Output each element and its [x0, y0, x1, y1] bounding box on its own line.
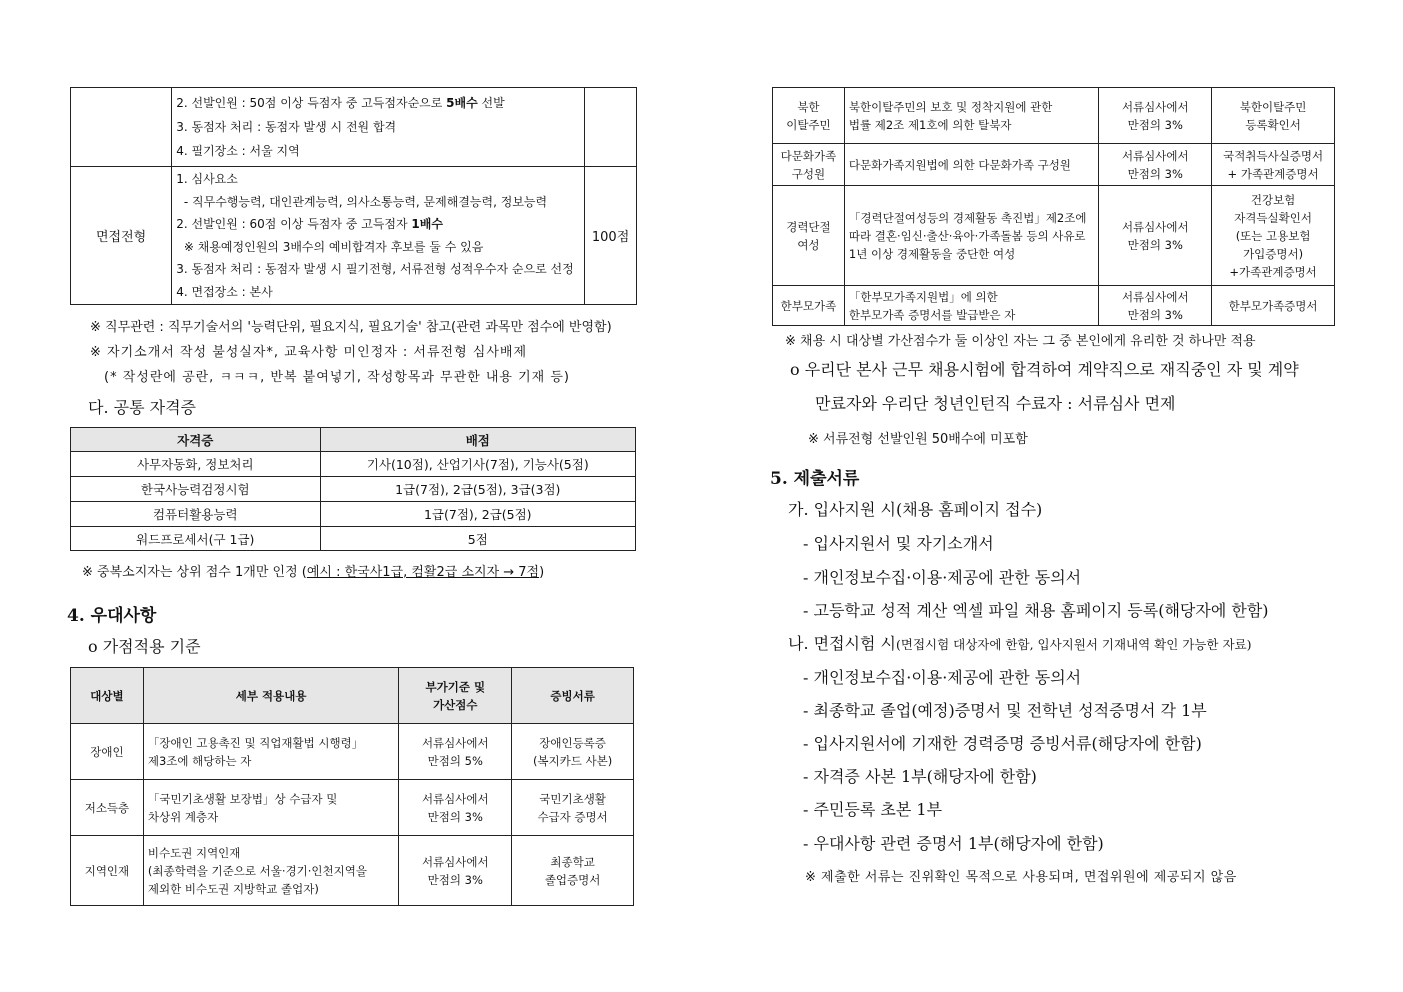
section5-title: 5. 제출서류: [770, 469, 860, 489]
column-header: 부가기준 및 가산점수: [399, 668, 512, 724]
table-row: [71, 836, 634, 906]
sub-b-title: [788, 631, 1252, 654]
detail-text: 2. 선발인원 : 50점 이상 득점자 중 고득점자순으로: [176, 96, 447, 110]
note-example: 예시 : 한국사1급, 컴활2급 소지자 → 7점: [306, 565, 540, 580]
detail-cell: [844, 88, 1099, 144]
detail-cell-line: 「한부모가족지원법」에 의한: [848, 289, 998, 304]
detail-cell-line: 제3조에 해당하는 자: [147, 753, 252, 768]
detail-text: 3. 동점자 처리 : 동점자 발생 시 전원 합격: [176, 120, 397, 134]
table-row: [773, 186, 1335, 286]
target-cell-line: 북한: [797, 99, 820, 114]
score-cell: [1099, 186, 1212, 286]
detail-cell: [143, 724, 399, 780]
detail-cell-line: 제외한 비수도권 지방학교 졸업자): [147, 881, 319, 896]
detail-text: 3. 동점자 처리 : 동점자 발생 시 필기전형, 서류전형 성적우수자 순으로 선정: [176, 262, 574, 276]
document-cell: [1212, 144, 1335, 186]
exempt-line-1: o 우리단 본사 근무 채용시험에 합격하여 계약직으로 재직중인 자 및 계약: [790, 360, 1299, 379]
table-row: [71, 167, 637, 305]
detail-cell: [844, 144, 1099, 186]
target-cell-line: 장애인: [90, 744, 124, 759]
score-cell: [1099, 286, 1212, 326]
detail-line: [176, 281, 580, 304]
cert-duplicate-note: [82, 561, 544, 580]
score-cell-line: 서류심사에서: [1121, 99, 1189, 114]
table-row: [71, 780, 634, 836]
table-row: [773, 88, 1335, 144]
detail-cell-line: (최종학력을 기준으로 서울·경기·인천지역을: [147, 863, 367, 878]
score-cell-line: 서류심사에서: [1121, 219, 1189, 234]
interview-score: 100점: [585, 167, 637, 305]
exempt-line-2: 만료자와 우리단 청년인턴직 수료자 : 서류심사 면제: [815, 394, 1176, 413]
section4-subtitle: o 가점적용 기준: [88, 637, 201, 656]
submission-item: - 고등학교 성적 계산 엑셀 파일 채용 홈페이지 등록(해당자에 한함): [803, 601, 1269, 620]
detail-line: [176, 115, 580, 139]
detail-emphasis: 1배수: [411, 217, 443, 231]
document-cell-line: 북한이탈주민: [1239, 99, 1307, 114]
score-cell-line: 서류심사에서: [421, 791, 489, 806]
detail-text: 2. 선발인원 : 60점 이상 득점자 중 고득점자: [176, 217, 412, 231]
detail-text: 선발: [477, 96, 505, 110]
document-cell-line: 등록확인서: [1245, 117, 1301, 132]
target-cell-line: 구성원: [791, 166, 826, 181]
score-cell: [1099, 88, 1212, 144]
document-cell-line: 자격득실확인서: [1234, 210, 1312, 225]
score-cell-line: 만점의 3%: [1127, 237, 1183, 252]
cert-name: 한국사능력검정시험: [71, 477, 321, 502]
detail-cell: [844, 286, 1099, 326]
detail-cell-line: 「경력단절여성등의 경제활동 촉진법」제2조에: [848, 210, 1087, 225]
target-cell: [773, 186, 845, 286]
detail-cell-line: 따라 결혼·임신·출산·육아·가족돌봄 등의 사유로: [848, 228, 1086, 243]
exempt-note: ※ 서류전형 선발인원 50배수에 미포함: [808, 432, 1028, 447]
written-exam-detail-cell: [172, 88, 585, 167]
detail-text: ※ 채용예정인원의 3배수의 예비합격자 후보를 둘 수 있음: [176, 239, 484, 254]
document-cell: [512, 836, 634, 906]
detail-cell-line: 법률 제2조 제1호에 의한 탈북자: [848, 117, 1012, 132]
column-header: 대상별: [71, 668, 144, 724]
detail-cell: [844, 186, 1099, 286]
table-row: [71, 477, 636, 502]
cert-name: 컴퓨터활용능력: [71, 502, 321, 527]
detail-cell-line: 차상위 계층자: [147, 809, 219, 824]
table-header-row: [71, 428, 636, 452]
document-cell-line: 장애인등록증: [539, 735, 606, 750]
score-cell-line: 서류심사에서: [1121, 289, 1189, 304]
cert-table: [70, 427, 636, 551]
target-cell-line: 저소득층: [84, 800, 130, 815]
target-cell-line: 지역인재: [84, 863, 130, 878]
common-cert-title: 다. 공통 자격증: [88, 398, 196, 417]
table-row: [773, 286, 1335, 326]
note-self-intro-detail: (* 작성란에 공란, ㅋㅋㅋ, 반복 붙여넣기, 작성항목과 무관한 내용 기재 등): [104, 370, 570, 385]
score-cell-line: 만점의 3%: [427, 872, 483, 887]
detail-line: [176, 236, 580, 259]
document-cell-line: +가족관계증명서: [1229, 264, 1317, 279]
cert-name: 워드프로세서(구 1급): [71, 527, 321, 551]
note-prefix: ※ 중복소지자는 상위 점수 1개만 인정 (: [82, 565, 307, 580]
section4-title: 4. 우대사항: [67, 606, 157, 626]
target-cell-line: 여성: [797, 237, 820, 252]
detail-cell-line: 비수도권 지역인재: [147, 845, 241, 860]
detail-cell-line: 「장애인 고용촉진 및 직업재활법 시행령」: [147, 735, 364, 750]
table-header-row: [71, 668, 634, 724]
detail-text: - 직무수행능력, 대인관계능력, 의사소통능력, 문제해결능력, 정보능력: [176, 194, 548, 209]
score-cell-line: 만점의 5%: [427, 753, 483, 768]
detail-text: 1. 심사요소: [176, 172, 238, 186]
sub-b-detail: (면접시험 대상자에 한함, 입사지원서 기재내역 확인 가능한 자료): [896, 637, 1252, 652]
document-cell-line: 가입증명서): [1243, 246, 1304, 261]
document-cell: [1212, 88, 1335, 144]
target-cell-line: 경력단절: [786, 219, 831, 234]
score-cell-line: 만점의 3%: [1127, 307, 1183, 322]
preference-table: [70, 667, 634, 906]
detail-line: [176, 168, 580, 191]
column-header: 자격증: [71, 428, 321, 452]
table-row: [71, 452, 636, 477]
detail-cell-line: 북한이탈주민의 보호 및 정착지원에 관한: [848, 99, 1053, 114]
column-header: 증빙서류: [512, 668, 634, 724]
cert-score: 1급(7점), 2급(5점), 3급(3점): [320, 477, 635, 502]
target-cell-line: 이탈주민: [786, 117, 831, 132]
score-cell: [1099, 144, 1212, 186]
target-cell: [71, 780, 144, 836]
table-row: [71, 88, 637, 167]
document-cell-line: 졸업증명서: [544, 872, 601, 887]
detail-emphasis: 5배수: [446, 96, 478, 110]
selection-table: [70, 87, 637, 305]
submission-item: - 개인정보수집·이용·제공에 관한 동의서: [803, 668, 1082, 687]
detail-cell-line: 「국민기초생활 보장법」상 수급자 및: [147, 791, 338, 806]
detail-line: [176, 91, 580, 115]
submission-item: - 자격증 사본 1부(해당자에 한함): [803, 767, 1037, 786]
document-cell-line: 한부모가족증명서: [1228, 298, 1318, 313]
detail-line: [176, 191, 580, 214]
final-note: ※ 제출한 서류는 진위확인 목적으로 사용되며, 면접위원에 제공되지 않음: [805, 870, 1237, 885]
score-cell-line: 서류심사에서: [421, 854, 489, 869]
table-row: [71, 724, 634, 780]
score-cell-line: 만점의 3%: [1127, 117, 1183, 132]
table-row: [71, 502, 636, 527]
cert-score: 1급(7점), 2급(5점): [320, 502, 635, 527]
cert-name: 사무자동화, 정보처리: [71, 452, 321, 477]
target-cell: [773, 286, 845, 326]
interview-label: 면접전형: [71, 167, 172, 305]
cert-score: 5점: [320, 527, 635, 551]
sub-a-title: 가. 입사지원 시(채용 홈페이지 접수): [788, 500, 1043, 519]
cert-score: 기사(10점), 산업기사(7점), 기능사(5점): [320, 452, 635, 477]
note-job-related: ※ 직무관련 : 직무기술서의 '능력단위, 필요지식, 필요기술' 참고(관련 과목만 점수에 반영함): [90, 320, 612, 335]
column-header: 배점: [320, 428, 635, 452]
preference-note: ※ 채용 시 대상별 가산점수가 둘 이상인 자는 그 중 본인에게 유리한 것 하나만 적용: [785, 334, 1256, 349]
detail-text: 4. 면접장소 : 본사: [176, 284, 273, 299]
target-cell: [773, 88, 845, 144]
score-cell-line: 만점의 3%: [1127, 166, 1183, 181]
column-header: 세부 적용내용: [143, 668, 399, 724]
document-cell: [512, 724, 634, 780]
document-cell: [512, 780, 634, 836]
target-cell: [71, 836, 144, 906]
document-cell-line: 국민기초생활: [539, 791, 606, 806]
sub-b-main: 나. 면접시험 시: [788, 634, 896, 653]
document-cell: [1212, 186, 1335, 286]
document-cell: [1212, 286, 1335, 326]
target-cell-line: 한부모가족: [780, 298, 837, 313]
document-cell-line: (복지카드 사본): [532, 753, 613, 768]
document-cell-line: 국적취득사실증명서: [1223, 148, 1324, 163]
detail-text: 4. 필기장소 : 서울 지역: [176, 144, 300, 158]
preference-table-continued: [772, 87, 1335, 326]
submission-item: - 입사지원서에 기재한 경력증명 증빙서류(해당자에 한함): [803, 734, 1202, 753]
submission-item: - 개인정보수집·이용·제공에 관한 동의서: [803, 568, 1082, 587]
document-cell-line: 건강보험: [1250, 192, 1296, 207]
detail-cell-line: 1년 이상 경제활동을 중단한 여성: [848, 246, 1016, 261]
detail-cell-line: 한부모가족 증명서를 발급받은 자: [848, 307, 1016, 322]
table-cell: [585, 88, 637, 167]
detail-line: [176, 213, 580, 236]
note-suffix: ): [539, 565, 545, 580]
document-cell-line: + 가족관계증명서: [1227, 166, 1319, 181]
document-cell-line: 최종학교: [550, 854, 595, 869]
detail-line: [176, 258, 580, 281]
detail-cell-line: 다문화가족지원법에 의한 다문화가족 구성원: [848, 157, 1071, 172]
detail-cell: [143, 836, 399, 906]
document-cell-line: 수급자 증명서: [537, 809, 608, 824]
table-cell: [71, 88, 172, 167]
submission-item: - 입사지원서 및 자기소개서: [803, 534, 994, 553]
interview-detail-cell: [172, 167, 585, 305]
table-row: [71, 527, 636, 551]
score-cell: [399, 780, 512, 836]
note-self-intro: ※ 자기소개서 작성 불성실자*, 교육사항 미인정자 : 서류전형 심사배제: [90, 345, 528, 360]
submission-item: - 주민등록 초본 1부: [803, 800, 943, 819]
score-cell-line: 만점의 3%: [427, 809, 483, 824]
submission-item: - 최종학교 졸업(예정)증명서 및 전학년 성적증명서 각 1부: [803, 701, 1207, 720]
table-row: [773, 144, 1335, 186]
target-cell-line: 다문화가족: [780, 148, 837, 163]
score-cell: [399, 724, 512, 780]
detail-line: [176, 139, 580, 163]
target-cell: [71, 724, 144, 780]
target-cell: [773, 144, 845, 186]
score-cell-line: 서류심사에서: [421, 735, 489, 750]
submission-item: - 우대사항 관련 증명서 1부(해당자에 한함): [803, 834, 1104, 853]
document-cell-line: (또는 고용보험: [1235, 228, 1311, 243]
score-cell: [399, 836, 512, 906]
score-cell-line: 서류심사에서: [1121, 148, 1189, 163]
detail-cell: [143, 780, 399, 836]
